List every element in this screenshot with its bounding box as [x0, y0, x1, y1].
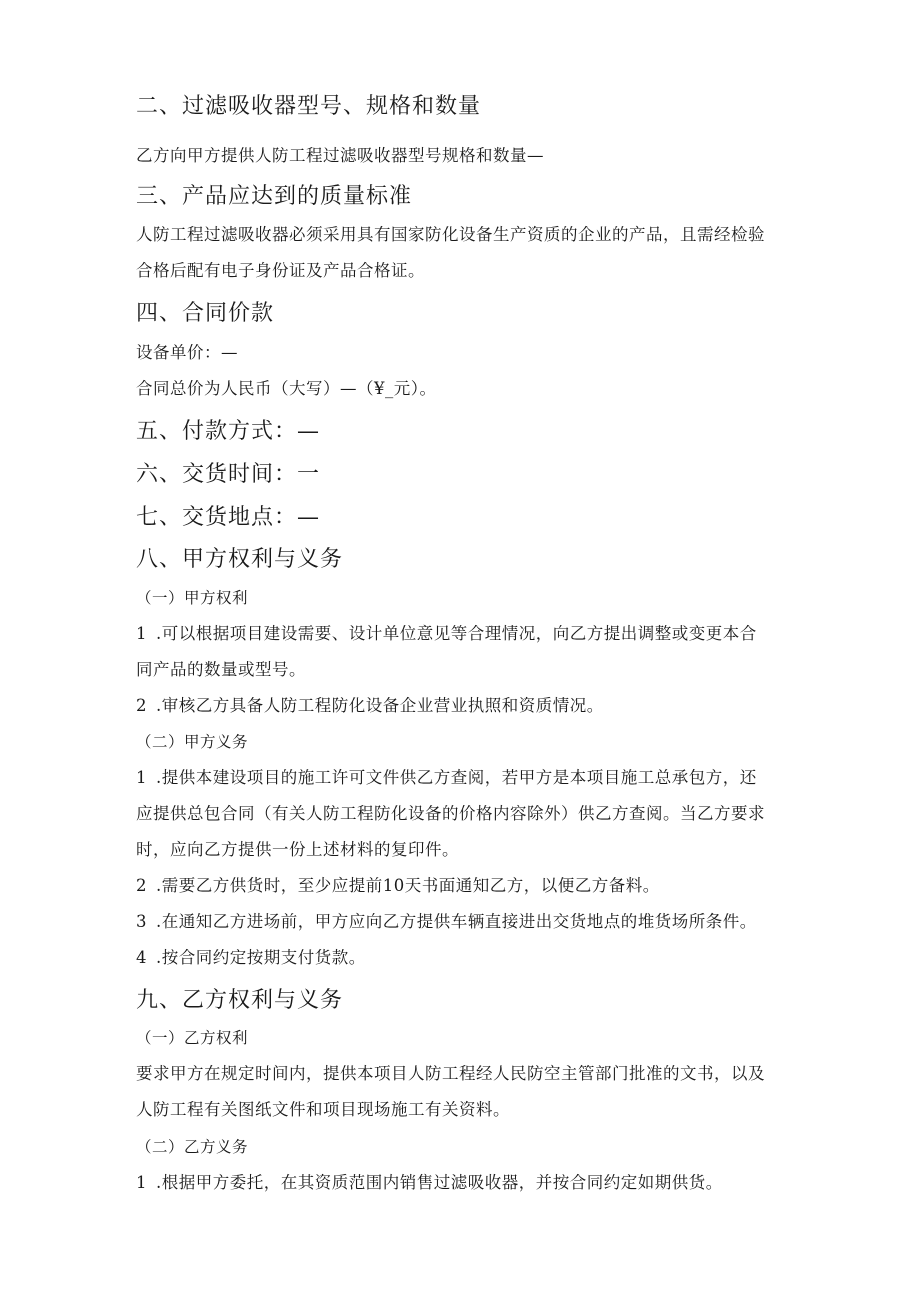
party-a-right-1-line-2: 同产品的数量或型号。: [136, 660, 306, 679]
list-number: 1: [136, 624, 147, 643]
list-text: .需要乙方供货时，至少应提前10天书面通知乙方，以便乙方备料。: [156, 876, 660, 895]
party-a-right-2: [136, 698, 604, 715]
list-number: 1: [136, 1173, 147, 1192]
party-a-obligation-2: [136, 878, 660, 895]
party-a-right-1-line-1: [136, 626, 757, 643]
list-number: 1: [136, 768, 147, 787]
party-a-obligation-1-line-3: 时，应向乙方提供一份上述材料的复印件。: [136, 840, 459, 859]
subheading-party-a-rights: （一）甲方权利: [136, 589, 249, 607]
list-number: 3: [136, 912, 147, 931]
quality-paragraph-line-2: 合格后配有电子身份证及产品合格证。: [136, 261, 425, 280]
party-a-obligation-1-line-2: 应提供总包合同（有关人防工程防化设备的价格内容除外）供乙方查阅。当乙方要求: [136, 804, 765, 823]
section-heading-party-b: 九、乙方权利与义务: [136, 988, 344, 1013]
list-text: .按合同约定按期支付货款。: [156, 948, 366, 967]
party-b-rights-line-1: 要求甲方在规定时间内，提供本项目人防工程经人民防空主管部门批准的文书，以及: [136, 1064, 765, 1083]
subheading-party-b-obligations: （二）乙方义务: [136, 1138, 249, 1156]
quality-paragraph-line-1: 人防工程过滤吸收器必须采用具有国家防化设备生产资质的企业的产品，且需经检验: [136, 225, 765, 244]
list-text: .根据甲方委托，在其资质范围内销售过滤吸收器，并按合同约定如期供货。: [156, 1173, 723, 1192]
section-heading-payment: 五、付款方式：—: [136, 419, 321, 444]
specs-paragraph: 乙方向甲方提供人防工程过滤吸收器型号规格和数量—: [136, 146, 544, 165]
total-price-line: 合同总价为人民币（大写）—（¥_元）。: [136, 379, 437, 398]
section-heading-specs: 二、过滤吸收器型号、规格和数量: [136, 94, 482, 119]
party-a-obligation-1-line-1: [136, 770, 757, 787]
list-number: 2: [136, 696, 147, 715]
subheading-party-b-rights: （一）乙方权利: [136, 1029, 249, 1047]
section-heading-quality: 三、产品应达到的质量标准: [136, 184, 413, 209]
list-text: .审核乙方具备人防工程防化设备企业营业执照和资质情况。: [156, 696, 604, 715]
unit-price-line: 设备单价：—: [136, 343, 238, 362]
section-heading-party-a: 八、甲方权利与义务: [136, 547, 344, 572]
list-number: 4: [136, 948, 147, 967]
list-text: .提供本建设项目的施工许可文件供乙方查阅，若甲方是本项目施工总承包方，还: [156, 768, 757, 787]
list-text: .在通知乙方进场前，甲方应向乙方提供车辆直接进出交货地点的堆货场所条件。: [156, 912, 757, 931]
list-number: 2: [136, 876, 147, 895]
section-heading-delivery-place: 七、交货地点：—: [136, 505, 321, 530]
party-b-rights-line-2: 人防工程有关图纸文件和项目现场施工有关资料。: [136, 1100, 510, 1119]
party-b-obligation-1: [136, 1175, 723, 1192]
section-heading-price: 四、合同价款: [136, 301, 275, 326]
subheading-party-a-obligations: （二）甲方义务: [136, 733, 249, 751]
party-a-obligation-4: [136, 950, 366, 967]
party-a-obligation-3: [136, 914, 757, 931]
section-heading-delivery-time: 六、交货时间：一: [136, 462, 321, 487]
list-text: .可以根据项目建设需要、设计单位意见等合理情况，向乙方提出调整或变更本合: [156, 624, 757, 643]
